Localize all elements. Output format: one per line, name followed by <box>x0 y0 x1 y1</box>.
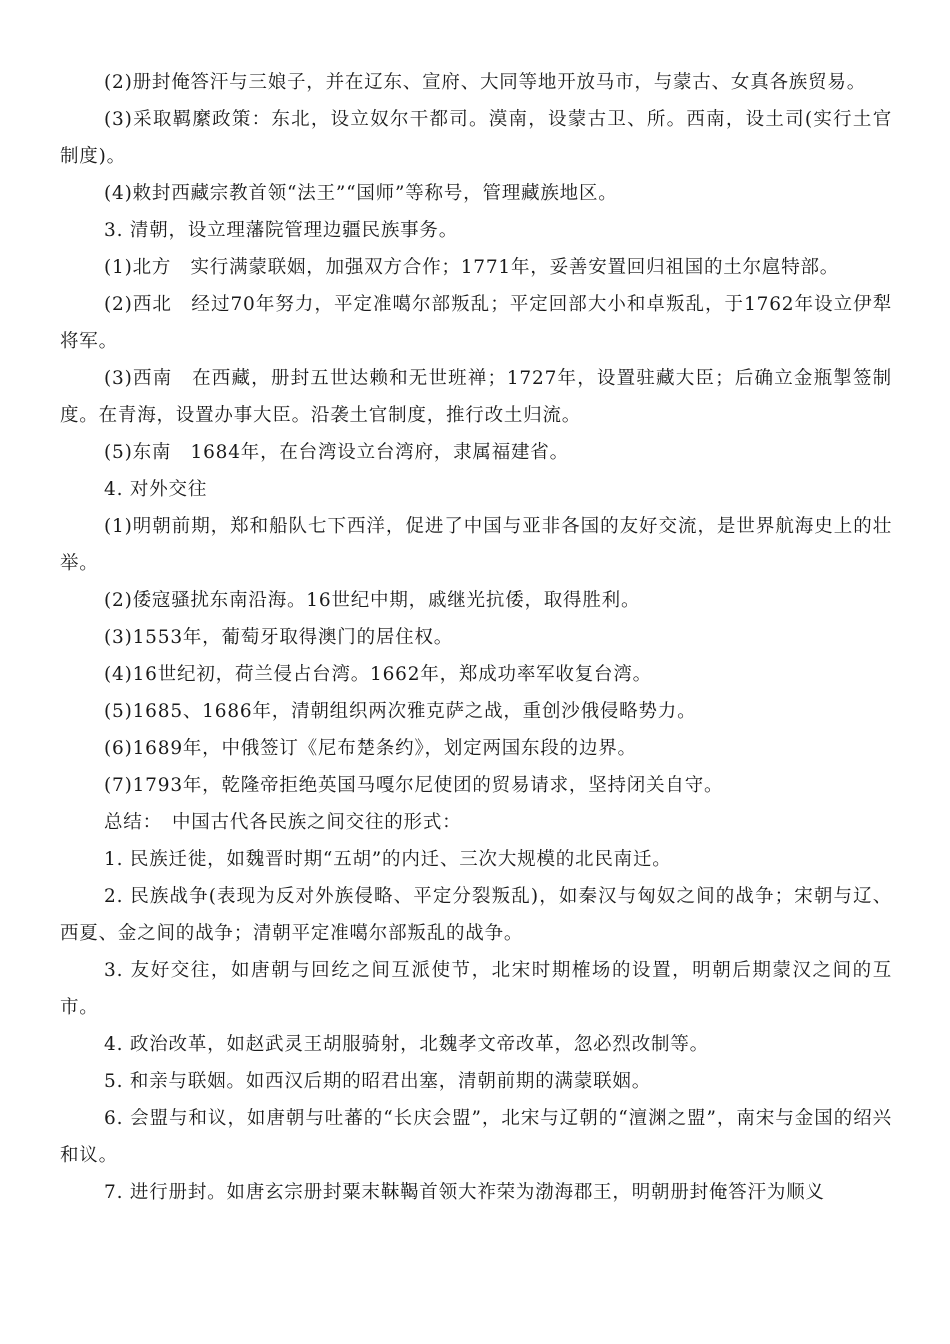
paragraph-zheng-he: (1)明朝前期，郑和船队七下西洋，促进了中国与亚非各国的友好交流，是世界航海史上的壮举。 <box>60 516 892 574</box>
paragraph-qing-southwest: (3)西南 在西藏，册封五世达赖和无世班禅；1727年，设置驻藏大臣；后确立金瓶掣签制度。在青海，设置办事大臣。沿袭土官制度，推行改土归流。 <box>60 368 892 426</box>
paragraph-ming-jimi-policy: (3)采取羁縻政策：东北，设立奴尔干都司。漠南，设蒙古卫、所。西南，设土司(实行土官制度)。 <box>60 109 892 167</box>
paragraph-qing-north: (1)北方 实行满蒙联姻，加强双方合作；1771年，妥善安置回归祖国的土尔扈特部。 <box>104 257 840 278</box>
document-body <box>60 64 892 1211</box>
paragraph-taiwan: (4)16世纪初，荷兰侵占台湾。1662年，郑成功率军收复台湾。 <box>104 664 652 685</box>
paragraph-yaksa: (5)1685、1686年，清朝组织两次雅克萨之战，重创沙俄侵略势力。 <box>104 701 697 722</box>
paragraph-macartney: (7)1793年，乾隆帝拒绝英国马嘎尔尼使团的贸易请求，坚持闭关自守。 <box>104 775 724 796</box>
summary-item-friendly-exchange: 3. 友好交往，如唐朝与回纥之间互派使节，北宋时期榷场的设置，明朝后期蒙汉之间的互市。 <box>60 960 892 1018</box>
paragraph-ming-fengong-anda: (2)册封俺答汗与三娘子，并在辽东、宣府、大同等地开放马市，与蒙古、女真各族贸易。 <box>104 72 867 93</box>
section-heading-foreign-relations: 4. 对外交往 <box>104 479 208 500</box>
summary-item-migration: 1. 民族迁徙，如魏晋时期“五胡”的内迁、三次大规模的北民南迁。 <box>104 849 672 870</box>
summary-item-alliance: 6. 会盟与和议，如唐朝与吐蕃的“长庆会盟”，北宋与辽朝的“澶渊之盟”，南宋与金国的绍兴和议。 <box>60 1108 892 1166</box>
summary-item-marriage: 5. 和亲与联姻。如西汉后期的昭君出塞，清朝前期的满蒙联姻。 <box>104 1071 652 1092</box>
paragraph-macau: (3)1553年，葡萄牙取得澳门的居住权。 <box>104 627 454 648</box>
summary-heading: 总结： 中国古代各民族之间交往的形式： <box>104 812 462 833</box>
paragraph-wokou: (2)倭寇骚扰东南沿海。16世纪中期，戚继光抗倭，取得胜利。 <box>104 590 641 611</box>
paragraph-nerchinsk: (6)1689年，中俄签订《尼布楚条约》，划定两国东段的边界。 <box>104 738 637 759</box>
summary-item-investiture: 7. 进行册封。如唐玄宗册封粟末靺鞨首领大祚荣为渤海郡王，明朝册封俺答汗为顺义 <box>104 1182 825 1203</box>
paragraph-qing-northwest: (2)西北 经过70年努力，平定准噶尔部叛乱；平定回部大小和卓叛乱，于1762年设立伊犁将军。 <box>60 294 892 352</box>
summary-item-war: 2. 民族战争(表现为反对外族侵略、平定分裂叛乱)，如秦汉与匈奴之间的战争；宋朝与辽、西夏、金之间的战争；清朝平定准噶尔部叛乱的战争。 <box>60 886 892 944</box>
summary-item-reform: 4. 政治改革，如赵武灵王胡服骑射，北魏孝文帝改革，忽必烈改制等。 <box>104 1034 709 1055</box>
section-heading-qing: 3. 清朝，设立理藩院管理边疆民族事务。 <box>104 220 459 241</box>
paragraph-qing-southeast: (5)东南 1684年，在台湾设立台湾府，隶属福建省。 <box>104 442 569 463</box>
paragraph-ming-tibet: (4)敕封西藏宗教首领“法王”“国师”等称号，管理藏族地区。 <box>104 183 618 204</box>
